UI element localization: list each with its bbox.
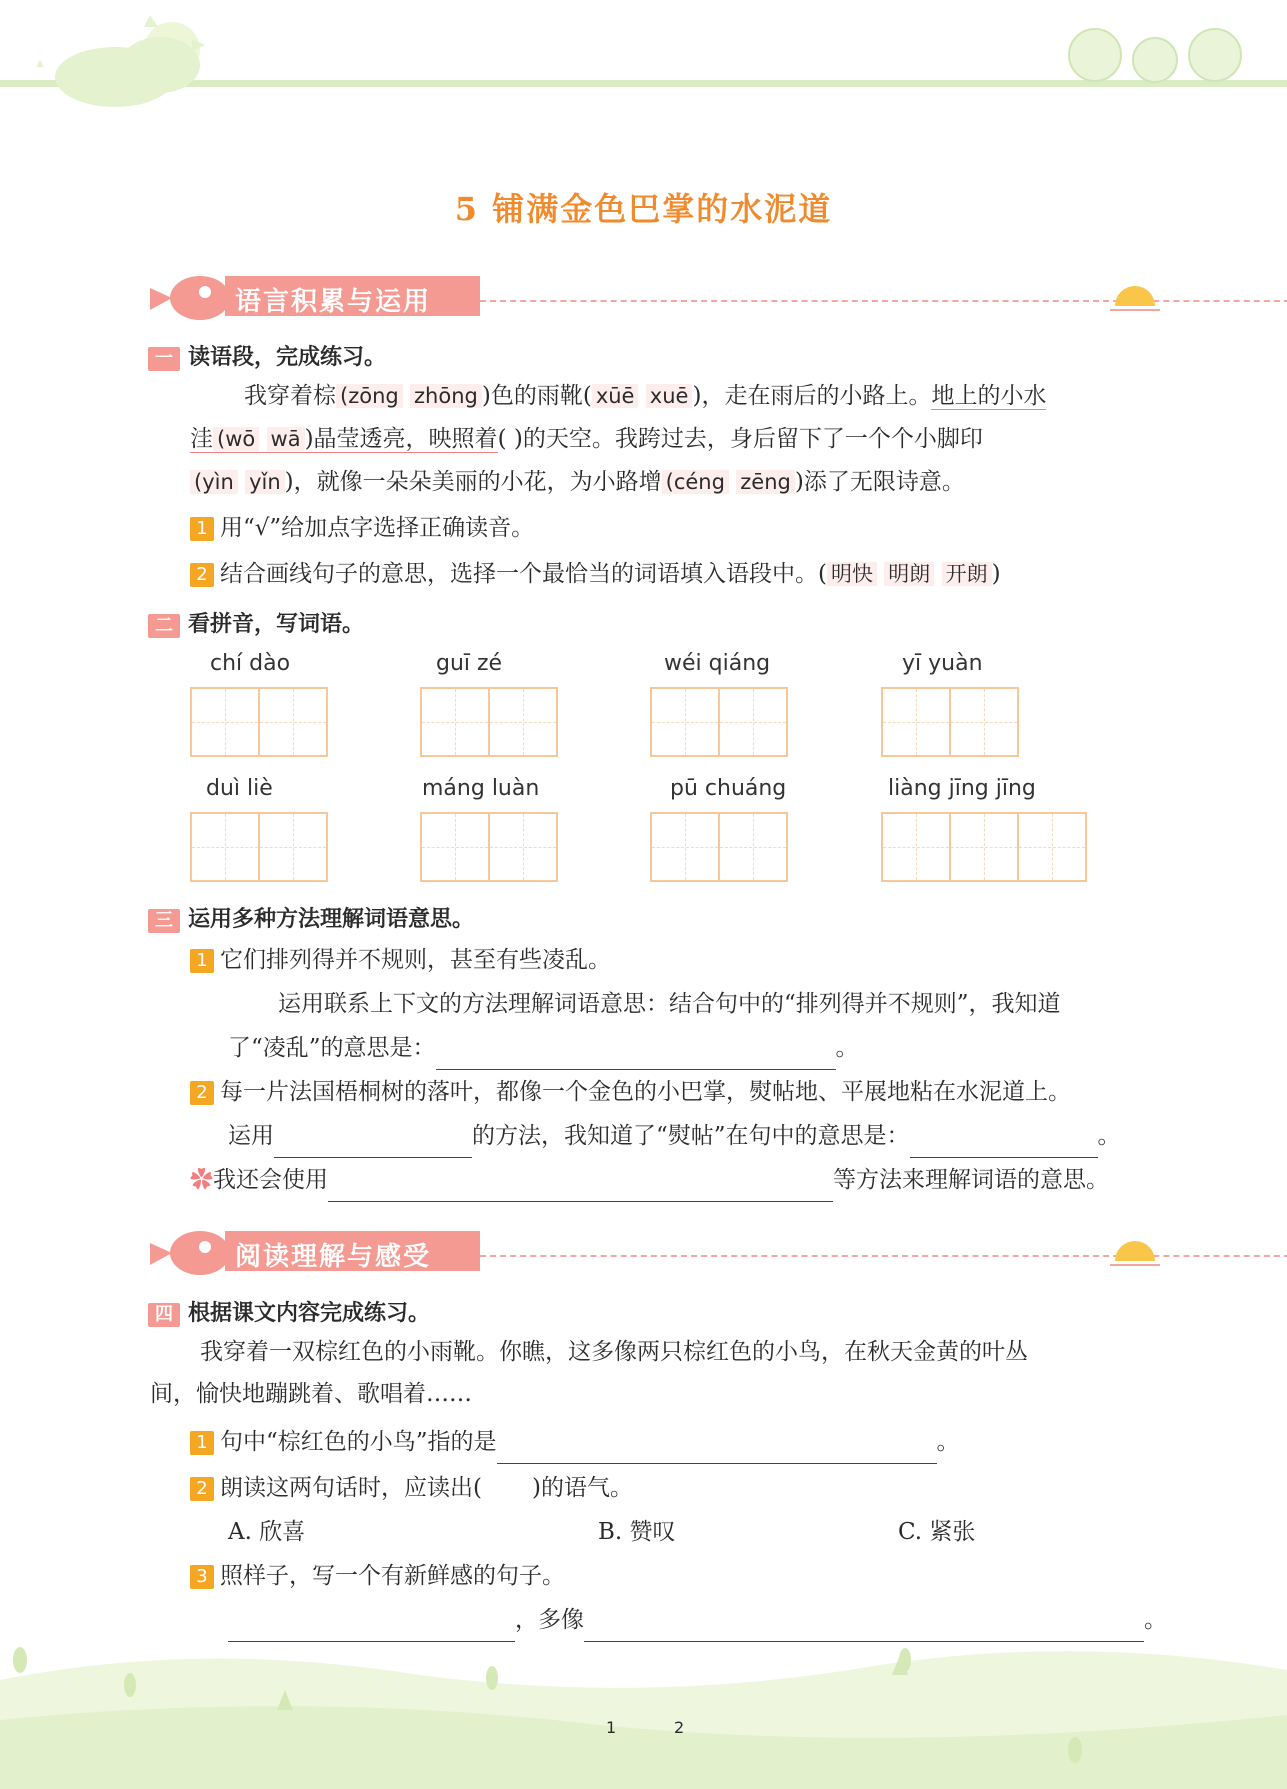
question-3-1: 1 它们排列得并不规则，甚至有些凌乱。 bbox=[190, 938, 611, 982]
section-heading-1: 一 读语段，完成练习。 bbox=[148, 340, 386, 371]
page-number-left: 1 bbox=[606, 1718, 617, 1737]
reading-passage-2: 间，愉快地蹦跳着、歌唱着…… bbox=[150, 1381, 472, 1407]
writing-grid-4[interactable] bbox=[881, 687, 1017, 757]
question-1-1: 1 用“√”给加点字选择正确读音。 bbox=[190, 506, 534, 550]
pinyin-5: duì liè bbox=[206, 776, 273, 801]
writing-grid-7[interactable] bbox=[650, 812, 786, 882]
page-number-right: 2 bbox=[674, 1718, 685, 1737]
writing-grid-2[interactable] bbox=[420, 687, 556, 757]
question-3-extra: ✿我还会使用 等方法来理解词语的意思。 bbox=[190, 1158, 1109, 1202]
writing-grid-5[interactable] bbox=[190, 812, 326, 882]
pinyin-2: guī zé bbox=[436, 651, 503, 676]
sunset-icon bbox=[1110, 1237, 1160, 1267]
answer-blank[interactable] bbox=[328, 1173, 833, 1202]
answer-blank[interactable] bbox=[910, 1129, 1098, 1158]
writing-grid-1[interactable] bbox=[190, 687, 326, 757]
whale-icon bbox=[150, 1223, 230, 1277]
question-1-2: 2 结合画线句子的意思，选择一个最恰当的词语填入语段中。( 明快 明朗 开朗 ) bbox=[190, 552, 1001, 596]
answer-blank[interactable] bbox=[497, 1435, 937, 1464]
page-title: 5 铺满金色巴掌的水泥道 bbox=[454, 190, 833, 228]
question-3-1-text: 运用联系上下文的方法理解词语意思：结合句中的“排列得并不规则”，我知道 bbox=[278, 991, 1061, 1017]
reading-passage-1: 我穿着一双棕红色的小雨靴。你瞧，这多像两只棕红色的小鸟，在秋天金黄的叶丛 bbox=[200, 1339, 1028, 1365]
option-a[interactable]: A. 欣喜 bbox=[228, 1519, 306, 1545]
writing-grid-3[interactable] bbox=[650, 687, 786, 757]
question-3-1-answer: 了“凌乱”的意思是： 。 bbox=[228, 1026, 859, 1070]
section-heading-3: 三 运用多种方法理解词语意思。 bbox=[148, 902, 474, 933]
question-4-1: 1 句中“棕红色的小鸟”指的是 。 bbox=[190, 1420, 960, 1464]
answer-blank[interactable] bbox=[274, 1129, 472, 1158]
banner-title: 阅读理解与感受 bbox=[235, 1242, 432, 1272]
pinyin-4: yī yuàn bbox=[902, 651, 983, 676]
animal-faces-decoration bbox=[1060, 20, 1260, 85]
answer-blank[interactable] bbox=[436, 1041, 836, 1070]
question-3-2-answer: 运用 的方法，我知道了“熨帖”在句中的意思是： 。 bbox=[228, 1114, 1121, 1158]
banner-title: 语言积累与运用 bbox=[235, 287, 432, 317]
option-b[interactable]: B. 赞叹 bbox=[598, 1519, 676, 1545]
section-heading-2: 二 看拼音，写词语。 bbox=[148, 607, 364, 638]
option-c[interactable]: C. 紧张 bbox=[898, 1519, 976, 1545]
question-3-2: 2 每一片法国梧桐树的落叶，都像一个金色的小巴掌，熨帖地、平展地粘在水泥道上。 bbox=[190, 1070, 1071, 1114]
sunset-icon bbox=[1110, 282, 1160, 312]
flower-icon: ✿ bbox=[190, 1167, 213, 1193]
question-4-3: 3 照样子，写一个有新鲜感的句子。 bbox=[190, 1554, 565, 1598]
whale-icon bbox=[150, 268, 230, 322]
pinyin-8: liàng jīng jīng bbox=[888, 776, 1036, 801]
question-4-2: 2 朗读这两句话时，应读出( )的语气。 bbox=[190, 1466, 633, 1510]
passage-line-3: (yìn yǐn )，就像一朵朵美丽的小花，为小路增 (céng zēng )添了无限诗意。 bbox=[190, 460, 965, 504]
passage-line-1: 我穿着棕 (zōng zhōng )色的雨靴( xūē xuē )，走在雨后的小路上。地上的小水 bbox=[244, 383, 1047, 409]
writing-grid-6[interactable] bbox=[420, 812, 556, 882]
section-heading-4: 四 根据课文内容完成练习。 bbox=[148, 1296, 430, 1327]
pinyin-7: pū chuáng bbox=[670, 776, 787, 801]
pinyin-1: chí dào bbox=[210, 651, 291, 676]
sun-cloud-decoration bbox=[20, 5, 210, 115]
question-4-3-answer: ，多像 。 bbox=[228, 1598, 1167, 1642]
pinyin-3: wéi qiáng bbox=[664, 651, 771, 676]
passage-line-2: 洼 (wō wā )晶莹透亮，映照着( )的天空。我跨过去，身后留下了一个个小脚印 bbox=[190, 426, 983, 452]
writing-grid-8[interactable] bbox=[881, 812, 1085, 882]
pinyin-6: máng luàn bbox=[422, 776, 540, 801]
landscape-decoration bbox=[0, 1630, 1287, 1789]
